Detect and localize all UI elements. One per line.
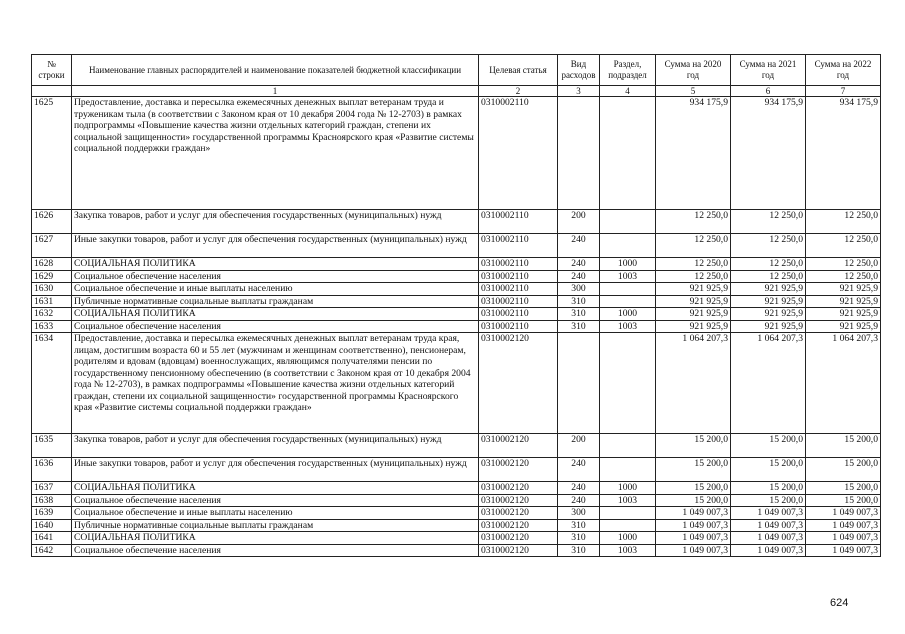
row-number: 1636 [32, 458, 72, 482]
row-name: Публичные нормативные социальные выплаты гражданам [72, 519, 479, 532]
row-kind: 310 [558, 295, 600, 308]
table-row [32, 258, 881, 271]
header-row-number: № строки [32, 55, 72, 86]
row-sum-2022: 12 250,0 [806, 210, 881, 234]
row-number: 1626 [32, 210, 72, 234]
row-section: 1003 [600, 544, 656, 557]
row-section: 1000 [600, 308, 656, 321]
header-target: Целевая статья [479, 55, 558, 86]
row-section: 1000 [600, 482, 656, 495]
page-number: 624 [830, 597, 849, 609]
row-sum-2021: 934 175,9 [731, 97, 806, 210]
row-kind: 240 [558, 270, 600, 283]
row-sum-2020: 921 925,9 [656, 320, 731, 333]
table-row [32, 283, 881, 296]
header-section: Раздел, подраздел [600, 55, 656, 86]
row-section: 1000 [600, 532, 656, 545]
row-section [600, 234, 656, 258]
row-target: 0310002110 [479, 234, 558, 258]
row-name: Социальное обеспечение и иные выплаты населению [72, 507, 479, 520]
table-row [32, 482, 881, 495]
row-target: 0310002120 [479, 519, 558, 532]
row-name: СОЦИАЛЬНАЯ ПОЛИТИКА [72, 258, 479, 271]
row-name: Социальное обеспечение и иные выплаты населению [72, 283, 479, 296]
row-kind: 200 [558, 434, 600, 458]
row-kind: 240 [558, 234, 600, 258]
row-sum-2020: 12 250,0 [656, 234, 731, 258]
row-sum-2022: 15 200,0 [806, 482, 881, 495]
row-section: 1000 [600, 258, 656, 271]
column-number: 3 [558, 86, 600, 97]
row-target: 0310002110 [479, 97, 558, 210]
table-row [32, 333, 881, 434]
row-number: 1627 [32, 234, 72, 258]
row-sum-2021: 15 200,0 [731, 458, 806, 482]
row-number: 1639 [32, 507, 72, 520]
row-target: 0310002120 [479, 494, 558, 507]
table-row [32, 210, 881, 234]
row-name: Иные закупки товаров, работ и услуг для обеспечения государственных (муниципальных) нужд [72, 234, 479, 258]
table-row [32, 458, 881, 482]
row-name: Социальное обеспечение населения [72, 494, 479, 507]
row-sum-2022: 15 200,0 [806, 458, 881, 482]
row-target: 0310002120 [479, 333, 558, 434]
row-number: 1629 [32, 270, 72, 283]
row-number: 1635 [32, 434, 72, 458]
row-sum-2021: 921 925,9 [731, 283, 806, 296]
table-row [32, 295, 881, 308]
row-section: 1003 [600, 494, 656, 507]
row-number: 1628 [32, 258, 72, 271]
row-sum-2020: 1 049 007,3 [656, 532, 731, 545]
row-sum-2022: 921 925,9 [806, 283, 881, 296]
row-sum-2021: 1 064 207,3 [731, 333, 806, 434]
row-section [600, 210, 656, 234]
row-number: 1641 [32, 532, 72, 545]
row-name: Закупка товаров, работ и услуг для обеспечения государственных (муниципальных) нужд [72, 210, 479, 234]
table-body [32, 97, 881, 557]
row-sum-2021: 1 049 007,3 [731, 544, 806, 557]
row-target: 0310002110 [479, 295, 558, 308]
table-row [32, 532, 881, 545]
row-section [600, 333, 656, 434]
row-target: 0310002110 [479, 270, 558, 283]
row-number: 1640 [32, 519, 72, 532]
row-sum-2022: 12 250,0 [806, 234, 881, 258]
row-sum-2022: 1 064 207,3 [806, 333, 881, 434]
row-sum-2021: 15 200,0 [731, 434, 806, 458]
row-sum-2021: 1 049 007,3 [731, 519, 806, 532]
table-row [32, 544, 881, 557]
row-kind [558, 97, 600, 210]
row-name: Социальное обеспечение населения [72, 270, 479, 283]
row-number: 1637 [32, 482, 72, 495]
row-sum-2020: 15 200,0 [656, 482, 731, 495]
table-row [32, 97, 881, 210]
table-row [32, 308, 881, 321]
row-number: 1634 [32, 333, 72, 434]
row-kind: 310 [558, 544, 600, 557]
row-name: Закупка товаров, работ и услуг для обеспечения государственных (муниципальных) нужд [72, 434, 479, 458]
row-sum-2022: 934 175,9 [806, 97, 881, 210]
row-section [600, 97, 656, 210]
row-number: 1632 [32, 308, 72, 321]
header-name: Наименование главных распорядителей и наименование показателей бюджетной классификации [72, 55, 479, 86]
row-name: СОЦИАЛЬНАЯ ПОЛИТИКА [72, 532, 479, 545]
row-name: СОЦИАЛЬНАЯ ПОЛИТИКА [72, 482, 479, 495]
row-kind: 300 [558, 507, 600, 520]
row-kind: 310 [558, 308, 600, 321]
row-target: 0310002120 [479, 507, 558, 520]
row-sum-2022: 1 049 007,3 [806, 519, 881, 532]
row-sum-2021: 15 200,0 [731, 482, 806, 495]
row-sum-2022: 921 925,9 [806, 320, 881, 333]
row-sum-2020: 1 049 007,3 [656, 507, 731, 520]
row-name: Предоставление, доставка и пересылка ежемесячных денежных выплат ветеранам труда края, лицам, достигшим возраста 60 и 55 лет (мужчинам и женщинам соответственно), пенсионерам, родителям и вдовам (вдовцам) военнослужащих, являющимся получателями пенсии по государственному пенсионному обеспечению (в соответствии с Законом края от 10 декабря 2004 года № 12-2703), в рамках подпрограммы «Повышение качества жизни отдельных категорий граждан, степени их социальной защищенности» государственной программы Красноярского края «Развитие системы социальной поддержки граждан» [72, 333, 479, 434]
row-sum-2020: 12 250,0 [656, 210, 731, 234]
row-section [600, 295, 656, 308]
column-number: 1 [72, 86, 479, 97]
row-sum-2022: 921 925,9 [806, 295, 881, 308]
row-section [600, 434, 656, 458]
row-number: 1633 [32, 320, 72, 333]
column-number: 5 [656, 86, 731, 97]
row-sum-2021: 12 250,0 [731, 258, 806, 271]
row-number: 1638 [32, 494, 72, 507]
row-name: Социальное обеспечение населения [72, 544, 479, 557]
row-sum-2020: 1 049 007,3 [656, 544, 731, 557]
table-row [32, 320, 881, 333]
row-target: 0310002110 [479, 320, 558, 333]
row-sum-2021: 921 925,9 [731, 295, 806, 308]
row-kind: 240 [558, 482, 600, 495]
row-sum-2020: 12 250,0 [656, 270, 731, 283]
row-section [600, 507, 656, 520]
row-kind: 240 [558, 494, 600, 507]
row-sum-2021: 1 049 007,3 [731, 532, 806, 545]
row-target: 0310002120 [479, 482, 558, 495]
table-row [32, 434, 881, 458]
row-name: Социальное обеспечение населения [72, 320, 479, 333]
row-sum-2022: 12 250,0 [806, 258, 881, 271]
table-row [32, 519, 881, 532]
row-target: 0310002110 [479, 308, 558, 321]
row-number: 1625 [32, 97, 72, 210]
row-target: 0310002120 [479, 532, 558, 545]
column-number: 2 [479, 86, 558, 97]
row-kind: 200 [558, 210, 600, 234]
column-number-row [32, 86, 881, 97]
table-row [32, 494, 881, 507]
row-sum-2022: 12 250,0 [806, 270, 881, 283]
row-kind: 310 [558, 320, 600, 333]
row-sum-2022: 1 049 007,3 [806, 532, 881, 545]
row-kind: 240 [558, 458, 600, 482]
row-sum-2020: 15 200,0 [656, 494, 731, 507]
header-sum-2020: Сумма на 2020 год [656, 55, 731, 86]
row-sum-2021: 12 250,0 [731, 234, 806, 258]
row-kind [558, 333, 600, 434]
row-sum-2021: 921 925,9 [731, 308, 806, 321]
row-sum-2020: 921 925,9 [656, 283, 731, 296]
row-sum-2020: 1 064 207,3 [656, 333, 731, 434]
row-target: 0310002120 [479, 434, 558, 458]
row-section: 1003 [600, 320, 656, 333]
row-kind: 310 [558, 532, 600, 545]
row-sum-2020: 921 925,9 [656, 295, 731, 308]
row-sum-2020: 934 175,9 [656, 97, 731, 210]
row-sum-2022: 921 925,9 [806, 308, 881, 321]
row-kind: 300 [558, 283, 600, 296]
row-kind: 310 [558, 519, 600, 532]
row-sum-2021: 12 250,0 [731, 210, 806, 234]
header-sum-2022: Сумма на 2022 год [806, 55, 881, 86]
row-sum-2022: 15 200,0 [806, 434, 881, 458]
row-section: 1003 [600, 270, 656, 283]
row-sum-2020: 921 925,9 [656, 308, 731, 321]
row-number: 1631 [32, 295, 72, 308]
table-row [32, 507, 881, 520]
row-section [600, 519, 656, 532]
row-sum-2021: 12 250,0 [731, 270, 806, 283]
column-number: 7 [806, 86, 881, 97]
row-target: 0310002120 [479, 458, 558, 482]
row-number: 1642 [32, 544, 72, 557]
row-name: СОЦИАЛЬНАЯ ПОЛИТИКА [72, 308, 479, 321]
row-sum-2020: 15 200,0 [656, 434, 731, 458]
row-kind: 240 [558, 258, 600, 271]
table-row [32, 234, 881, 258]
column-number: 6 [731, 86, 806, 97]
row-sum-2020: 15 200,0 [656, 458, 731, 482]
row-target: 0310002120 [479, 544, 558, 557]
row-name: Предоставление, доставка и пересылка ежемесячных денежных выплат ветеранам труда и труженикам тыла (в соответствии с Законом края от 10 декабря 2004 года № 12-2703) в рамках подпрограммы «Повышение качества жизни отдельных категорий граждан, степени их социальной защищенности» государственной программы Красноярского края «Развитие системы социальной поддержки граждан» [72, 97, 479, 210]
header-sum-2021: Сумма на 2021 год [731, 55, 806, 86]
column-number: 4 [600, 86, 656, 97]
row-sum-2022: 1 049 007,3 [806, 507, 881, 520]
row-name: Иные закупки товаров, работ и услуг для обеспечения государственных (муниципальных) нужд [72, 458, 479, 482]
row-sum-2021: 1 049 007,3 [731, 507, 806, 520]
row-number: 1630 [32, 283, 72, 296]
column-number [32, 86, 72, 97]
row-section [600, 458, 656, 482]
table-row [32, 270, 881, 283]
header-kind: Вид расходов [558, 55, 600, 86]
budget-table [31, 54, 881, 557]
row-target: 0310002110 [479, 258, 558, 271]
row-sum-2021: 15 200,0 [731, 494, 806, 507]
row-target: 0310002110 [479, 283, 558, 296]
row-sum-2022: 1 049 007,3 [806, 544, 881, 557]
row-target: 0310002110 [479, 210, 558, 234]
row-section [600, 283, 656, 296]
row-name: Публичные нормативные социальные выплаты гражданам [72, 295, 479, 308]
row-sum-2021: 921 925,9 [731, 320, 806, 333]
row-sum-2020: 12 250,0 [656, 258, 731, 271]
row-sum-2022: 15 200,0 [806, 494, 881, 507]
row-sum-2020: 1 049 007,3 [656, 519, 731, 532]
